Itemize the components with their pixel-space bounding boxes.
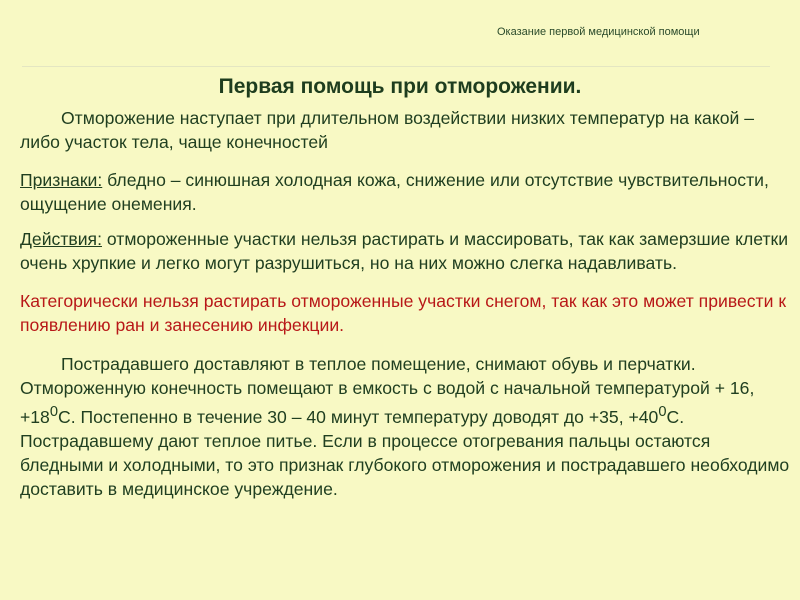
- signs-paragraph: [20, 168, 795, 216]
- degree-superscript-2: 0: [658, 404, 667, 420]
- final-text-part3: С. Пострадавшему дают теплое питье. Если в процессе отогревания пальцы остаются бледными и холодными, то это признак глубокого отморожения и пострадавшего необходимо доставить в медицинское учреждение.: [20, 406, 790, 499]
- actions-paragraph: [20, 227, 795, 275]
- intro-paragraph: Отморожение наступает при длительном воздействии низких температур на какой – либо участок тела, чаще конечностей: [20, 108, 755, 152]
- final-text-part2: С. Постепенно в течение 30 – 40 минут температуру доводят до +35, +40: [58, 406, 659, 427]
- warning-paragraph: Категорически нельзя растирать отмороженные участки снегом, так как это может привести к появлению ран и занесению инфекции.: [20, 291, 787, 335]
- slide-title: Первая помощь при отморожении.: [218, 75, 582, 98]
- signs-label: Признаки:: [20, 170, 103, 190]
- signs-text: бледно – синюшная холодная кожа, снижение или отсутствие чувствительности, ощущение онемения.: [20, 170, 769, 214]
- header-caption: Оказание первой медицинской помощи: [497, 26, 700, 38]
- actions-text: отмороженные участки нельзя растирать и массировать, так как замерзшие клетки очень хрупкие и легко могут разрушиться, но на них можно слегка надавливать.: [20, 229, 789, 273]
- final-text-part1: Пострадавшего доставляют в теплое помещение, снимают обувь и перчатки. Отмороженную конечность помещают в емкость с водой с начальной температурой + 16, +18: [20, 354, 755, 427]
- final-paragraph: [20, 352, 795, 501]
- degree-superscript-1: 0: [49, 404, 59, 420]
- header-divider: [22, 66, 770, 67]
- slide-body: [20, 106, 795, 501]
- actions-label: Действия:: [20, 229, 102, 249]
